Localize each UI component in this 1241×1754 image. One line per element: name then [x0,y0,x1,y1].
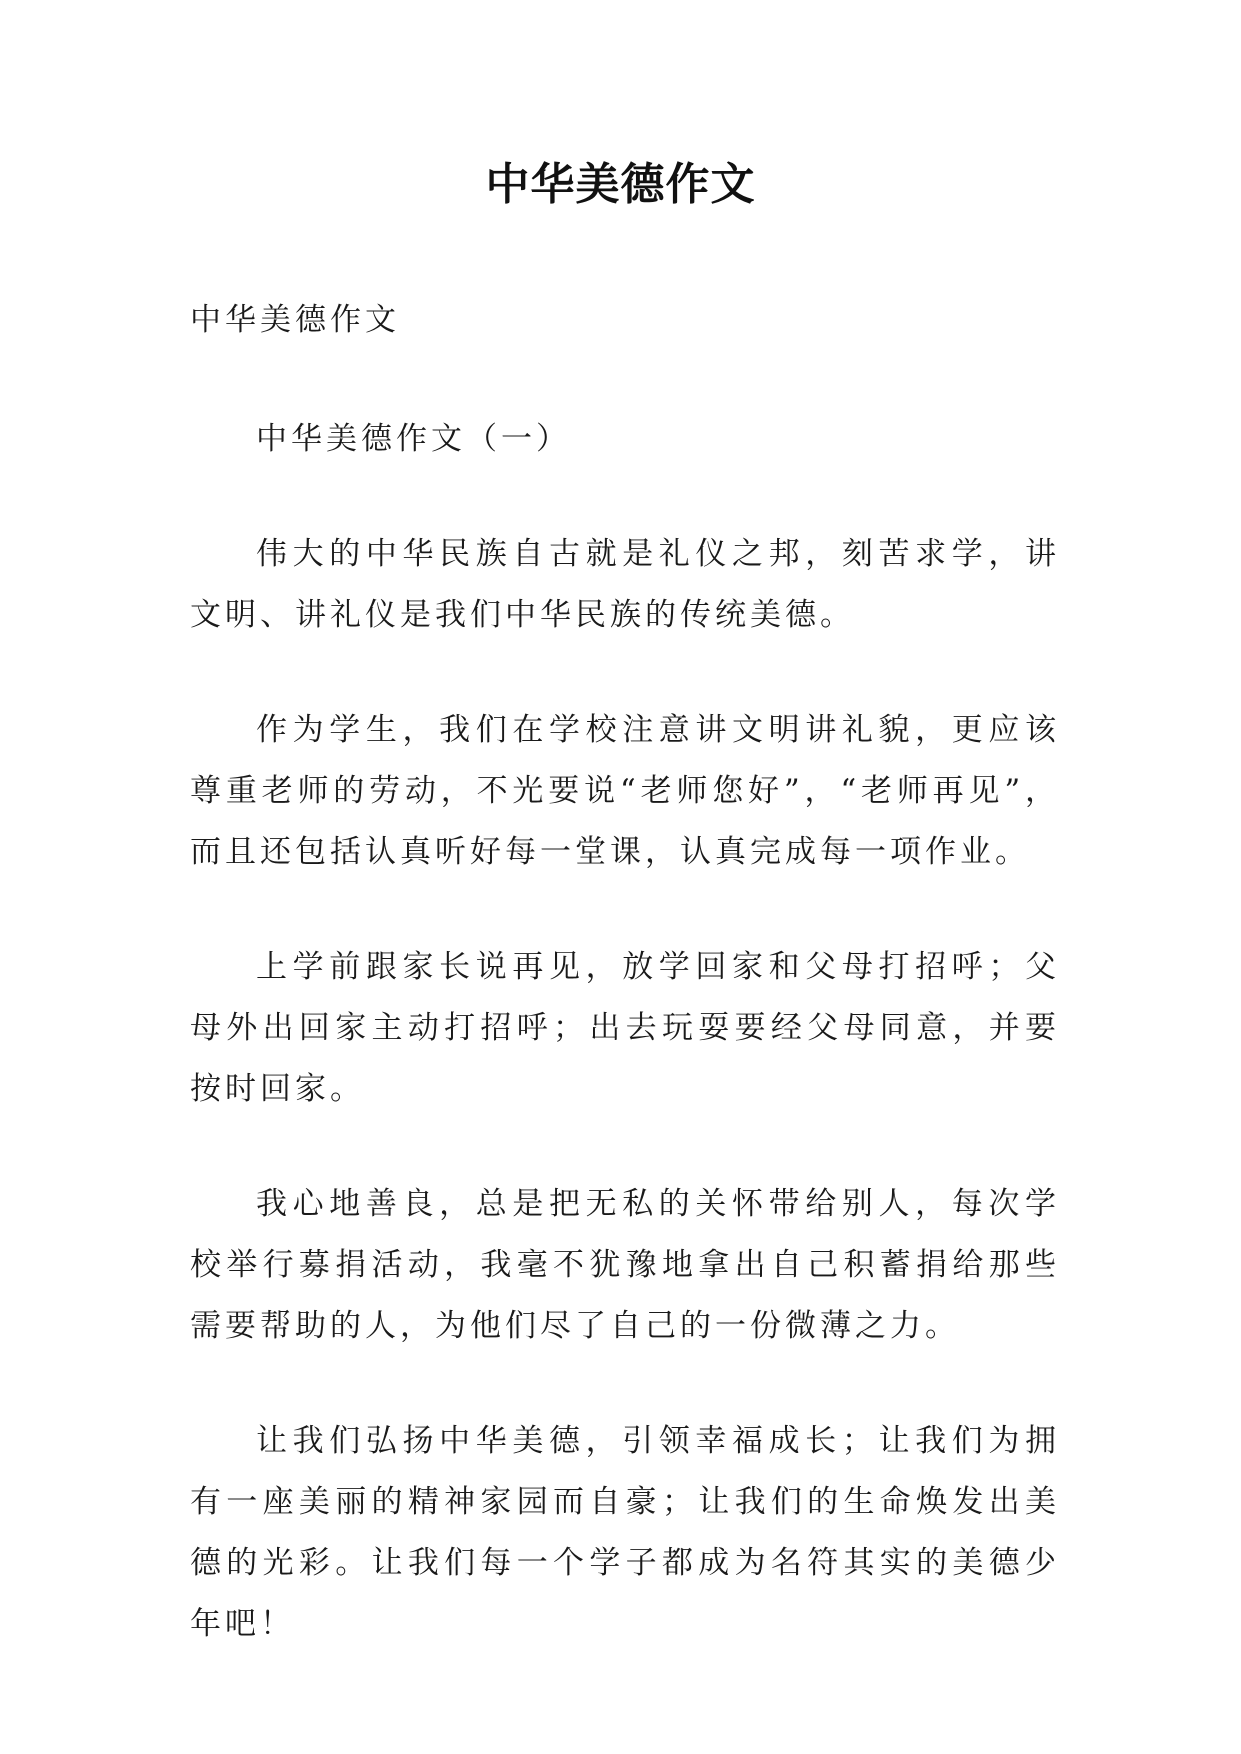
paragraph-4: 我心地善良，总是把无私的关怀带给别人，每次学校举行募捐活动，我毫不犹豫地拿出自己积蓄捐给那些需要帮助的人，为他们尽了自己的一份微薄之力。 [190,1186,1060,1344]
paragraph-1: 伟大的中华民族自古就是礼仪之邦，刻苦求学，讲文明、讲礼仪是我们中华民族的传统美德。 [190,536,1060,633]
paragraph-2: 作为学生，我们在学校注意讲文明讲礼貌，更应该尊重老师的劳动，不光要说“老师您好”，“老师再见”，而且还包括认真听好每一堂课，认真完成每一项作业。 [190,712,1060,870]
paragraph-3: 上学前跟家长说再见，放学回家和父母打招呼；父母外出回家主动打招呼；出去玩耍要经父母同意，并要按时回家。 [190,949,1060,1107]
essay-subheading: 中华美德作文（一） [256,421,571,457]
document-title: 中华美德作文 [485,159,756,210]
essay-heading: 中华美德作文 [190,302,400,338]
document-body [190,290,1060,1709]
paragraph-5: 让我们弘扬中华美德，引领幸福成长；让我们为拥有一座美丽的精神家园而自豪；让我们的生命焕发出美德的光彩。让我们每一个学子都成为名符其实的美德少年吧！ [190,1423,1060,1642]
